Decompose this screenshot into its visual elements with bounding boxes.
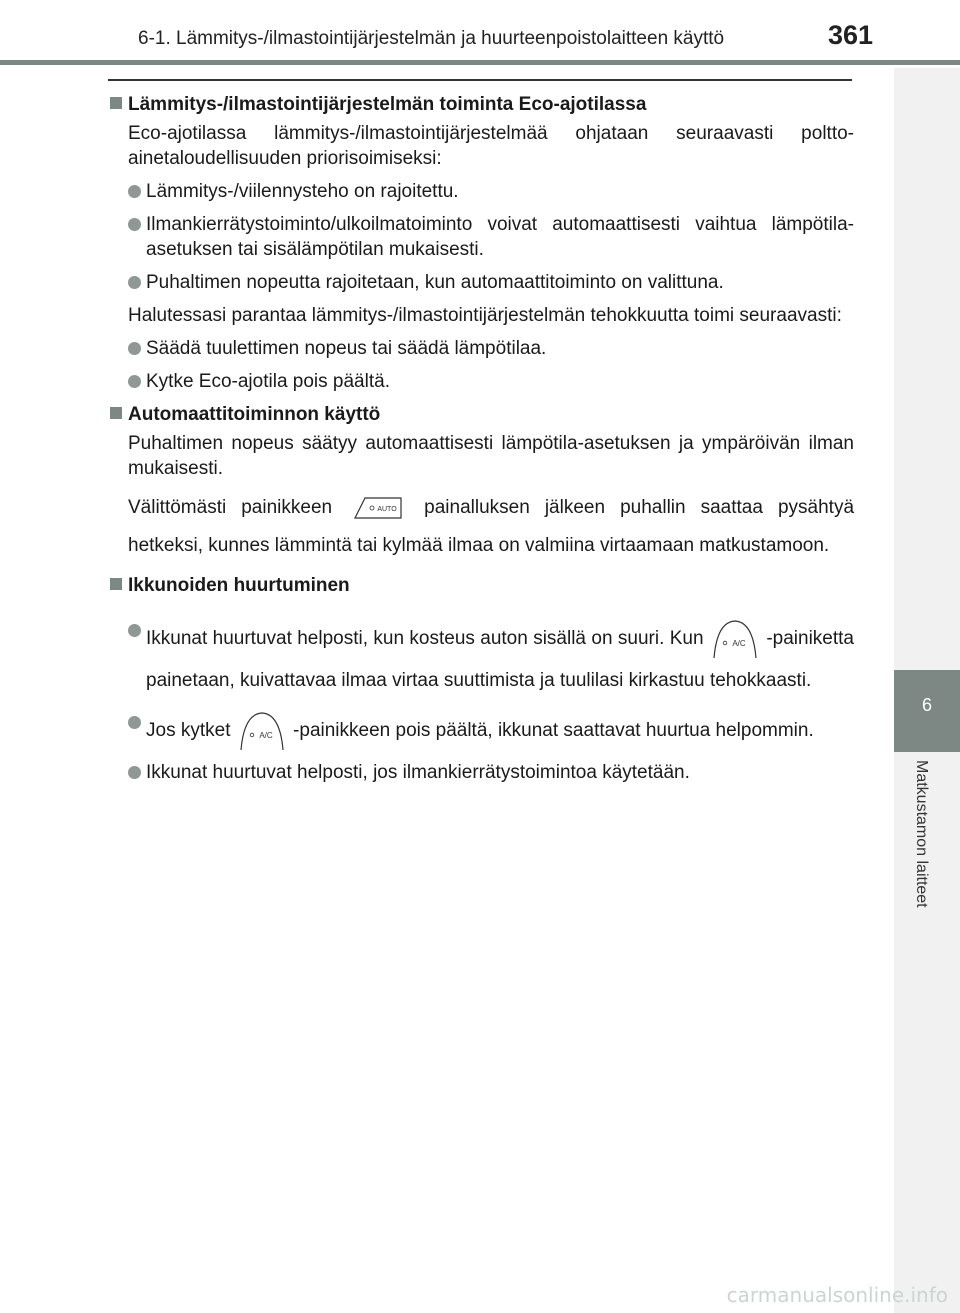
ac-button-icon <box>713 619 757 659</box>
watermark: carmanualsonline.info <box>726 1283 948 1307</box>
chapter-tab[interactable] <box>894 670 960 752</box>
fog-bullet-2 <box>128 710 854 752</box>
header-rule <box>0 60 960 65</box>
eco-improve: Halutessasi parantaa lämmitys-/ilmastointijärjestelmän tehokkuutta toimi seuraavasti: <box>128 305 842 326</box>
eco-bullet-2: Ilmankierrätystoiminto/ulkoilmatoiminto voivat automaattisesti vaihtua lämpötila-asetuksen tai sisälämpötilan mukaisesti. <box>128 212 854 262</box>
page-number: 361 <box>828 20 874 50</box>
ac-button-text-2: A/C <box>259 730 273 740</box>
page-content <box>110 92 854 793</box>
fog-bullet-1 <box>128 618 854 702</box>
chapter-label: Matkustamon laitteet <box>913 760 930 908</box>
page-header-title: 6-1. Lämmitys-/ilmastointijärjestelmän ja huurteenpoistolaitteen käyttö <box>138 28 725 49</box>
eco-improve-bullet-1: Säädä tuulettimen nopeus tai säädä lämpötilaa. <box>128 336 854 361</box>
eco-intro: Eco-ajotilassa lämmitys-/ilmastointijärjestelmää ohjataan seuraavasti poltto-ainetaloudellisuuden priorisoimiseksi: <box>128 123 854 169</box>
section-heading-auto: Automaattitoiminnon käyttö <box>110 402 854 427</box>
auto-button-text: AUTO <box>377 505 397 513</box>
fog-bullet-2-after: -painikkeen pois päältä, ikkunat saattavat huurtua helpommin. <box>293 720 814 741</box>
content-top-rule <box>108 79 852 81</box>
auto-para-2-after: painalluksen jälkeen puhallin saattaa pysähtyä hetkeksi, kunnes lämmintä tai kylmää ilmaa on valmiina virtaamaan matkustamoon. <box>128 497 855 556</box>
auto-button-icon <box>353 496 403 520</box>
fog-bullet-1-before: Ikkunat huurtuvat helposti, kun kosteus auton sisällä on suuri. Kun <box>146 628 704 649</box>
section-heading-eco: Lämmitys-/ilmastointijärjestelmän toiminta Eco-ajotilassa <box>110 92 854 117</box>
fog-bullet-2-before: Jos kytket <box>146 720 231 741</box>
ac-button-text: A/C <box>732 638 746 648</box>
eco-improve-bullet-2: Kytke Eco-ajotila pois päältä. <box>128 369 854 394</box>
chapter-tab-number: 6 <box>921 695 932 715</box>
auto-para-2-before: Välittömästi painikkeen <box>128 497 333 518</box>
auto-para-1: Puhaltimen nopeus säätyy automaattisesti lämpötila-asetuksen ja ympäröivän ilman mukaisesti. <box>128 433 854 479</box>
section-heading-fog: Ikkunoiden huurtuminen <box>110 573 854 598</box>
ac-button-icon-2 <box>240 711 284 751</box>
eco-bullet-1: Lämmitys-/viilennysteho on rajoitettu. <box>128 179 854 204</box>
auto-para-2 <box>128 489 854 565</box>
fog-bullet-1-after: -painiketta painetaan, kuivattavaa ilmaa virtaa suuttimista ja tuulilasi kirkastuu tehokkaasti. <box>146 628 854 691</box>
fog-bullet-3: Ikkunat huurtuvat helposti, jos ilmankierrätystoimintoa käytetään. <box>128 760 854 785</box>
eco-bullet-3: Puhaltimen nopeutta rajoitetaan, kun automaattitoiminto on valittuna. <box>128 270 854 295</box>
